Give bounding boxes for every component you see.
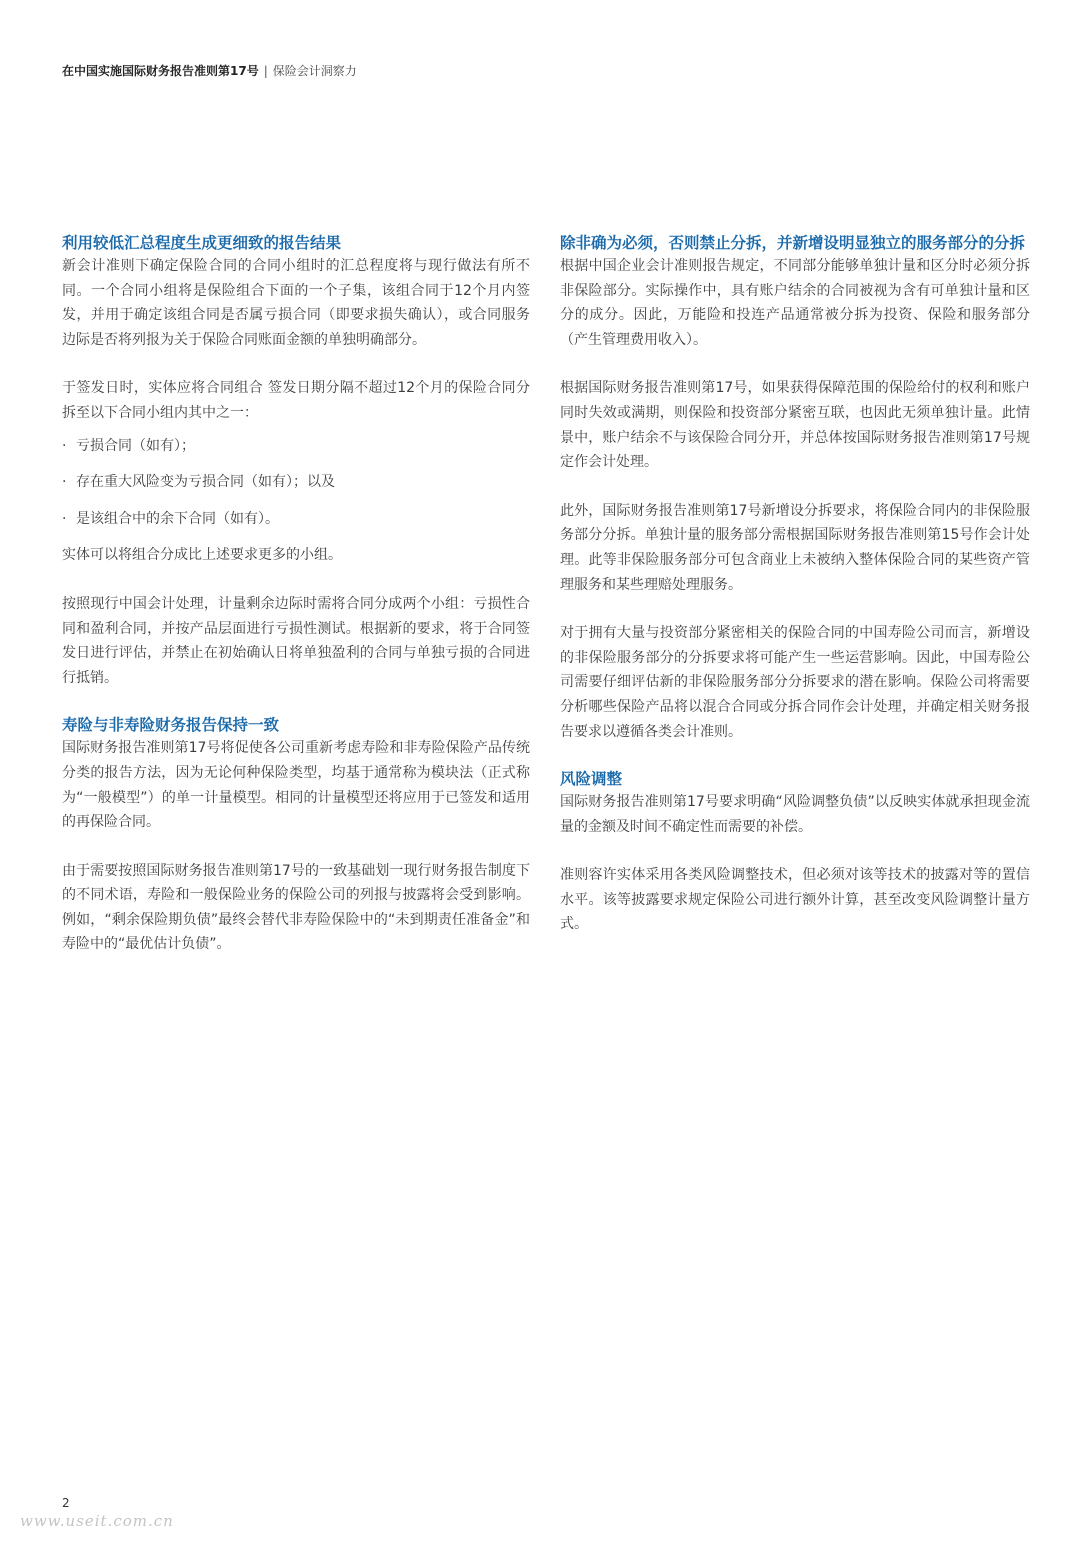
section-heading-life-nonlife: 寿险与非寿险财务报告保持一致 xyxy=(62,716,280,735)
paragraph: 国际财务报告准则第17号将促使各公司重新考虑寿险和非寿险保险产品传统分类的报告方法，因为无论何种保险类型，均基于通常称为模块法（正式称为“一般模型”）的单一计量模型。相同的计量模型还将应用于已签发和适用的再保险合同。 xyxy=(62,740,530,831)
paragraph: 根据国际财务报告准则第17号，如果获得保障范围的保险给付的权利和账户同时失效或满期，则保险和投资部分紧密互联，也因此无须单独计量。此情景中，账户结余不与该保险合同分开，并总体按国际财务报告准则第17号规定作会计处理。 xyxy=(560,380,1030,471)
section-heading-risk-adjustment: 风险调整 xyxy=(560,770,623,789)
paragraph: 按照现行中国会计处理，计量剩余边际时需将合同分成两个小组：亏损性合同和盈利合同，并按产品层面进行亏损性测试。根据新的要求，将于合同签发日进行评估，并禁止在初始确认日将单独盈利的合同与单独亏损的合同进行抵销。 xyxy=(62,595,530,686)
running-header xyxy=(62,62,357,79)
right-column xyxy=(560,232,1030,937)
bullet-mark: · xyxy=(62,437,67,454)
paragraph: 由于需要按照国际财务报告准则第17号的一致基础划一现行财务报告制度下的不同术语，寿险和一般保险业务的保险公司的列报与披露将会受到影响。例如，“剩余保险期负债”最终会替代非寿险保险中的“未到期责任准备金”和寿险中的“最优估计负债”。 xyxy=(62,862,530,953)
paragraph: 于签发日时，实体应将合同组合 签发日期分隔不超过12个月的保险合同分拆至以下合同小组内其中之一： xyxy=(62,380,530,421)
watermark: www.useit.com.cn xyxy=(20,1512,174,1530)
list-item xyxy=(62,507,530,532)
section-heading-granularity: 利用较低汇总程度生成更细致的报告结果 xyxy=(62,234,342,252)
document-title: 在中国实施国际财务报告准则第17号 xyxy=(62,64,259,78)
left-column xyxy=(62,232,530,957)
paragraph: 对于拥有大量与投资部分紧密相关的保险合同的中国寿险公司而言，新增设的非保险服务部分的分拆要求将可能产生一些运营影响。因此，中国寿险公司需要仔细评估新的非保险服务部分分拆要求的潜在影响。保险公司将需要分析哪些保险产品将以混合合同或分拆合同作会计处理，并确定相关财务报告要求以遵循各类会计准则。 xyxy=(560,625,1030,740)
paragraph: 实体可以将组合分成比上述要求更多的小组。 xyxy=(62,547,342,564)
list-item xyxy=(62,434,530,459)
paragraph: 准则容许实体采用各类风险调整技术，但必须对该等技术的披露对等的置信水平。该等披露要求规定保险公司进行额外计算，甚至改变风险调整计量方式。 xyxy=(560,867,1030,933)
paragraph: 新会计准则下确定保险合同的合同小组时的汇总程度将与现行做法有所不同。一个合同小组将是保险组合下面的一个子集，该组合同于12个月内签发，并用于确定该组合同是否属亏损合同（即要求损失确认），或合同服务边际是否将列报为关于保险合同账面金额的单独明确部分。 xyxy=(62,258,530,348)
list-item-text: 亏损合同（如有）； xyxy=(76,437,195,454)
list-item xyxy=(62,470,530,495)
paragraph: 国际财务报告准则第17号要求明确“风险调整负债”以反映实体就承担现金流量的金额及时间不确定性而需要的补偿。 xyxy=(560,794,1030,835)
bullet-mark: · xyxy=(62,474,67,491)
paragraph: 根据中国企业会计准则报告规定，不同部分能够单独计量和区分时必须分拆非保险部分。实际操作中，具有账户结余的合同被视为含有可单独计量和区分的成分。因此，万能险和投连产品通常被分拆为投资、保险和服务部分（产生管理费用收入）。 xyxy=(560,258,1030,348)
page-number: 2 xyxy=(62,1496,70,1510)
section-heading-unbundling: 除非确为必须，否则禁止分拆，并新增设明显独立的服务部分的分拆 xyxy=(560,234,1026,252)
bullet-mark: · xyxy=(62,510,67,527)
header-separator: | xyxy=(263,64,268,78)
list-item-text: 存在重大风险变为亏损合同（如有）；以及 xyxy=(76,474,335,491)
bullet-list xyxy=(62,434,530,532)
paragraph: 此外，国际财务报告准则第17号新增设分拆要求，将保险合同内的非保险服务部分分拆。单独计量的服务部分需根据国际财务报告准则第15号作会计处理。此等非保险服务部分可包含商业上未被纳入整体保险合同的某些资产管理服务和某些理赔处理服务。 xyxy=(560,502,1030,593)
list-item-text: 是该组合中的余下合同（如有）。 xyxy=(76,510,279,527)
document-subtitle: 保险会计洞察力 xyxy=(272,64,357,78)
